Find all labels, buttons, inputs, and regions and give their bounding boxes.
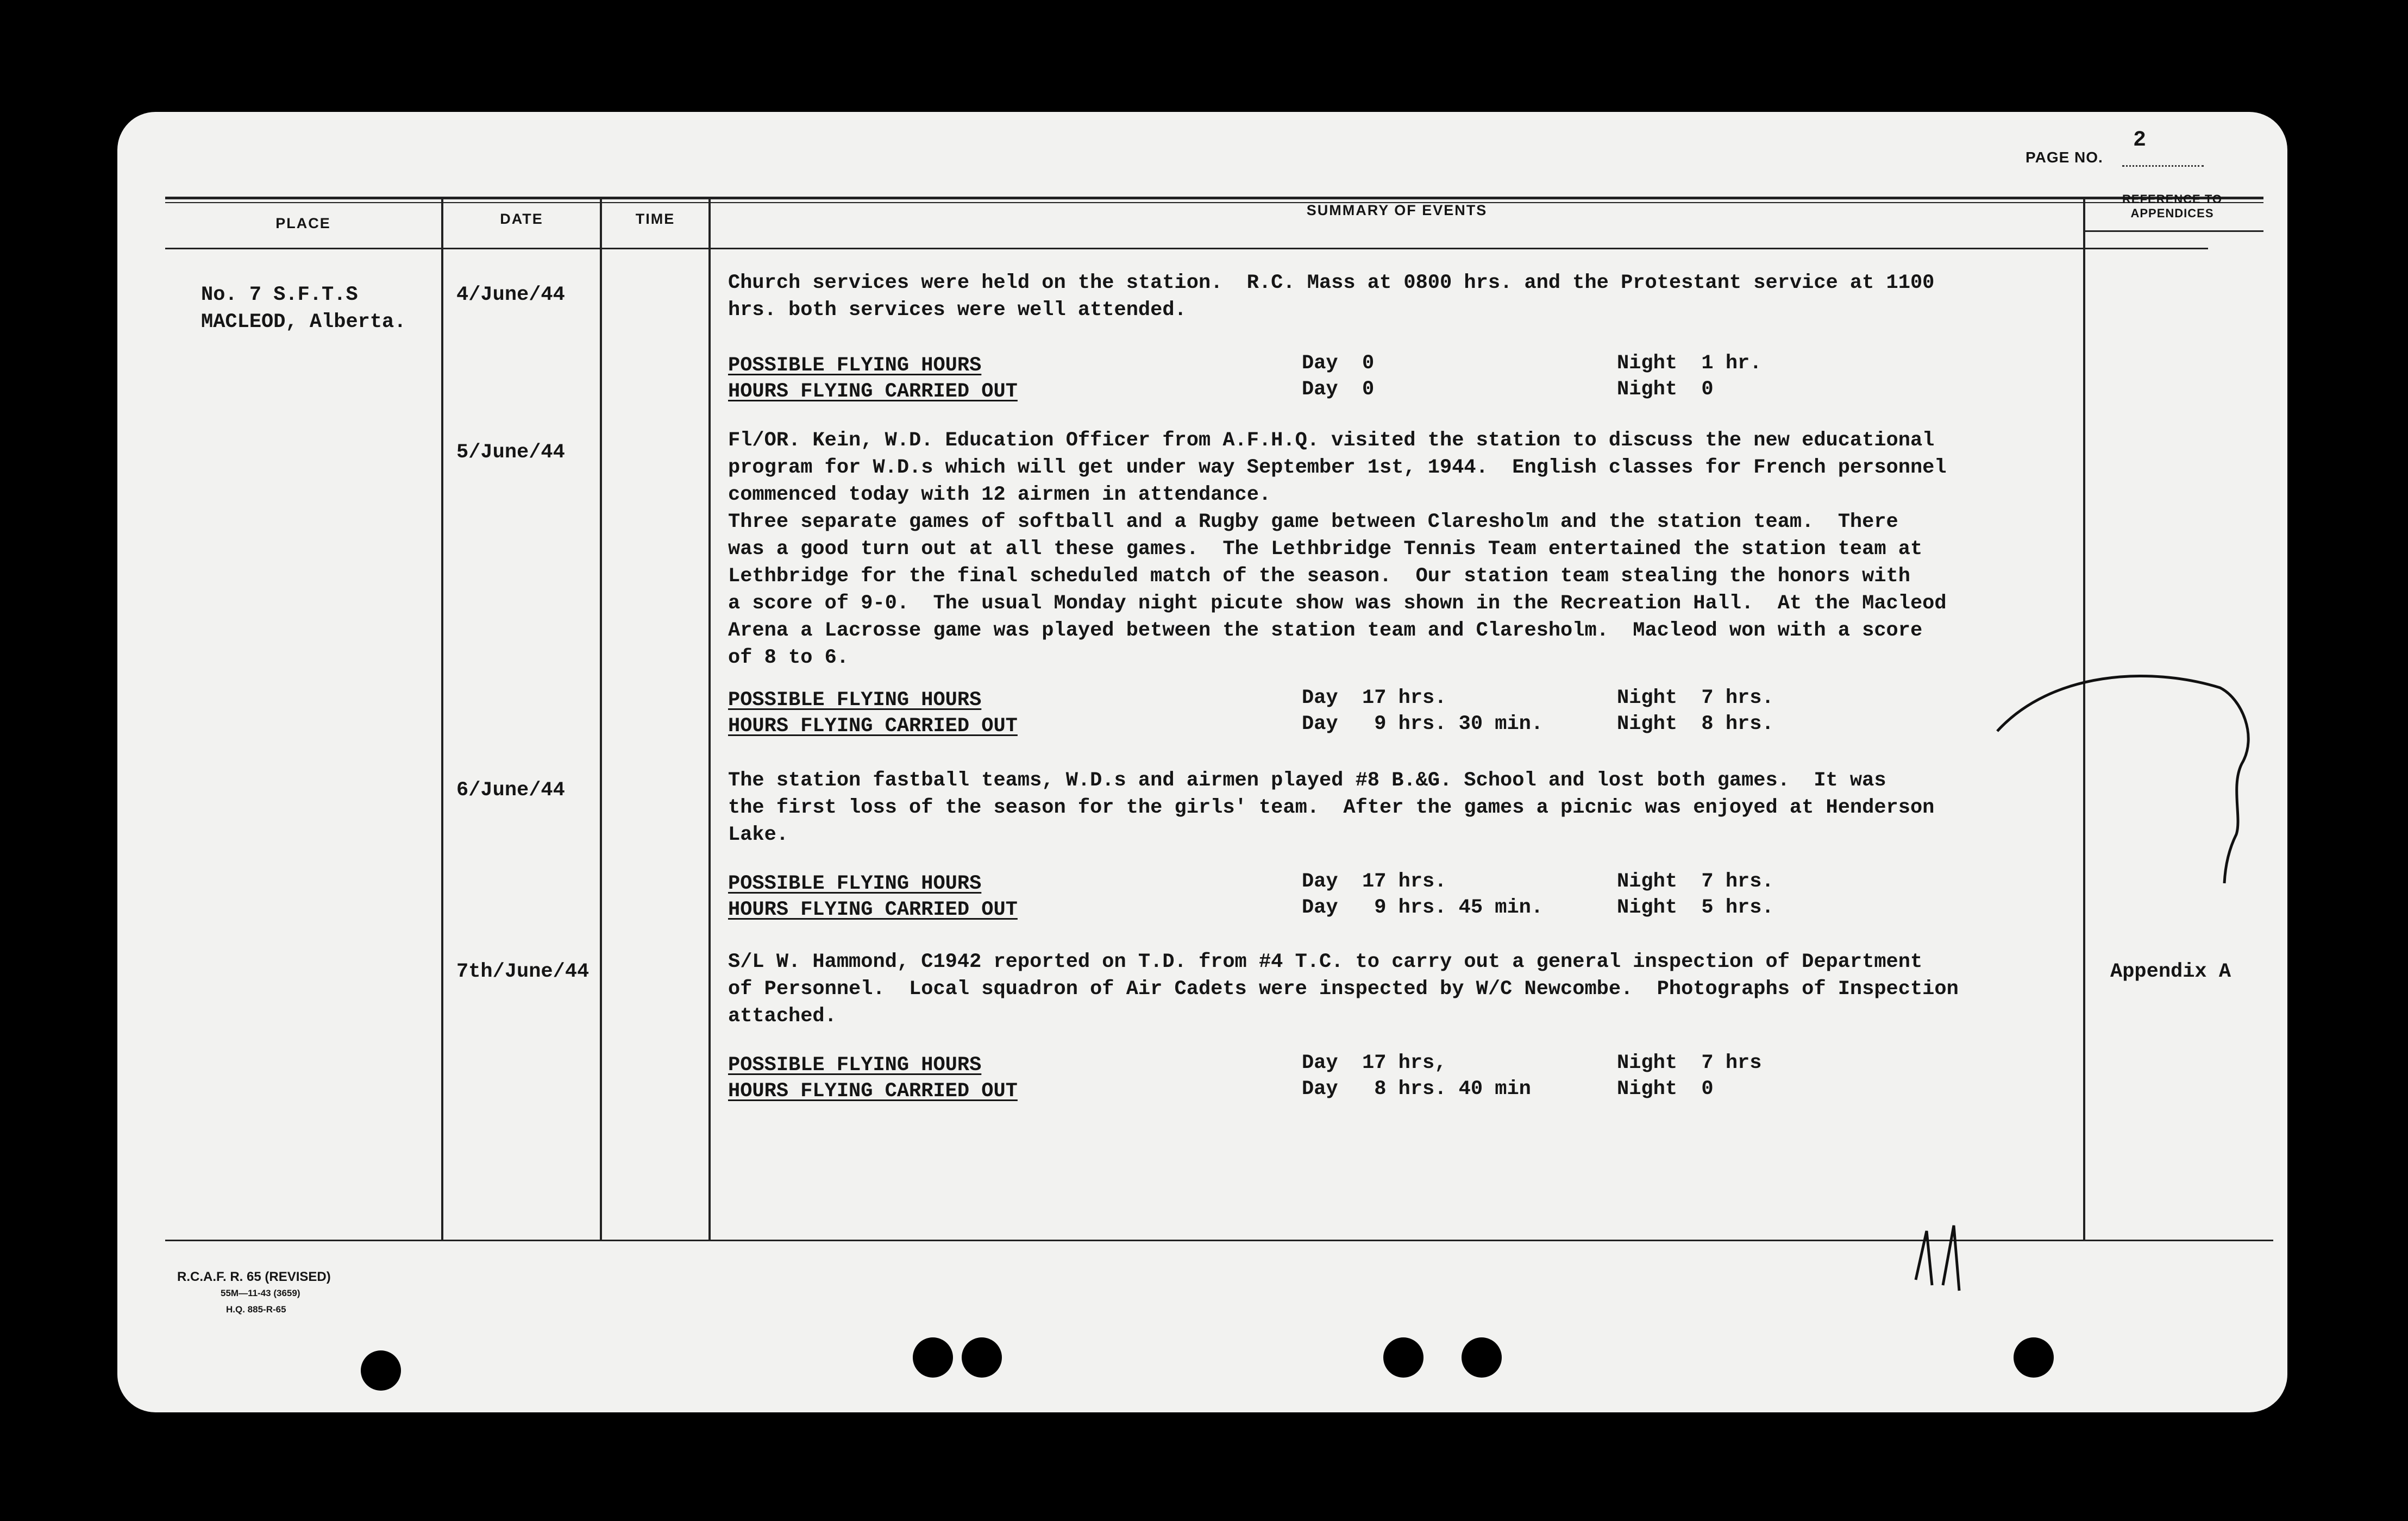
entry-text-line: The station fastball teams, W.D.s and airmen played #8 B.&G. School and lost both games. It was: [728, 769, 1886, 792]
hours-flying-carried-out-label: HOURS FLYING CARRIED OUT: [728, 715, 1018, 738]
entry-text-line: hrs. both services were well attended.: [728, 299, 1187, 322]
handwritten-bracket-mark: [1986, 655, 2291, 959]
entry-text-line: program for W.D.s which will get under way September 1st, 1944. English classes for French personnel: [728, 456, 1947, 479]
hours-flying-carried-out-label: HOURS FLYING CARRIED OUT: [728, 1080, 1018, 1103]
reference-header-line2: APPENDICES: [2130, 206, 2214, 220]
appendix-reference: Appendix A: [2110, 960, 2231, 983]
entry-text-line: a score of 9-0. The usual Monday night picute show was shown in the Recreation Hall. At the Macleod: [728, 592, 1947, 615]
form-identifier: [177, 1269, 331, 1318]
possible-flying-hours-label: POSSIBLE FLYING HOURS: [728, 872, 982, 895]
hours-flying-carried-out-label: HOURS FLYING CARRIED OUT: [728, 380, 1018, 403]
possible-day-value: Day 17 hrs.: [1302, 687, 1447, 709]
binder-hole: [1383, 1337, 1424, 1378]
possible-flying-hours-label: POSSIBLE FLYING HOURS: [728, 1054, 982, 1077]
entry-text-line: the first loss of the season for the girls' team. After the games a picnic was enjoyed at Henderson: [728, 796, 1935, 819]
possible-flying-hours-label: POSSIBLE FLYING HOURS: [728, 689, 982, 712]
entry-text-line: Church services were held on the station. R.C. Mass at 0800 hrs. and the Protestant service at 1100: [728, 272, 1935, 294]
entry-text: [728, 767, 1934, 849]
entry-text-line: Arena a Lacrosse game was played between the station team and Claresholm. Macleod won with a score: [728, 619, 1923, 642]
place-line2: MACLEOD, Alberta.: [201, 311, 406, 334]
possible-day-value: Day 17 hrs.: [1302, 870, 1447, 893]
entry-text-line: Lethbridge for the final scheduled match of the season. Our station team stealing the honors with: [728, 565, 1910, 588]
possible-night-value: Night 7 hrs: [1617, 1052, 1762, 1074]
binder-hole: [913, 1337, 953, 1378]
column-header-reference: [2085, 192, 2259, 221]
entry-text-line: Three separate games of softball and a Rugby game between Claresholm and the station team. There: [728, 511, 1898, 533]
page-number-label: PAGE NO.: [2026, 149, 2103, 166]
entry-text-line: S/L W. Hammond, C1942 reported on T.D. from #4 T.C. to carry out a general inspection of Department: [728, 951, 1923, 973]
carried-night-value: Night 5 hrs.: [1617, 896, 1774, 919]
possible-night-value: Night 7 hrs.: [1617, 870, 1774, 893]
reference-header-line1: REFERENCE TO: [2122, 192, 2222, 206]
entry-text-line: Lake.: [728, 824, 789, 846]
form-identifier-line1: R.C.A.F. R. 65 (REVISED): [177, 1269, 331, 1284]
column-header-summary: SUMMARY OF EVENTS: [1306, 202, 1488, 218]
entry-date: 4/June/44: [456, 284, 565, 306]
reference-header-rule: [2084, 230, 2263, 232]
form-identifier-line3: H.Q. 885-R-65: [226, 1304, 286, 1315]
possible-night-value: Night 7 hrs.: [1617, 687, 1774, 709]
entry-text-line: was a good turn out at all these games. The Lethbridge Tennis Team entertained the station team at: [728, 538, 1923, 561]
handwritten-initials-mark: [1910, 1220, 1970, 1302]
carried-night-value: Night 0: [1617, 378, 1714, 401]
entry-date: 7th/June/44: [456, 960, 590, 983]
binder-hole: [361, 1350, 401, 1391]
carried-day-value: Day 9 hrs. 45 min.: [1302, 896, 1544, 919]
entry-text: [728, 427, 1947, 671]
binder-hole: [2014, 1337, 2054, 1378]
possible-day-value: Day 17 hrs,: [1302, 1052, 1447, 1074]
column-divider-place: [441, 197, 443, 1240]
entry-text: [728, 269, 1934, 324]
binder-hole: [962, 1337, 1002, 1378]
form-sheet: [117, 112, 2287, 1412]
entry-text-line: of Personnel. Local squadron of Air Cadets were inspected by W/C Newcombe. Photographs of Inspection: [728, 978, 1959, 1001]
carried-day-value: Day 0: [1302, 378, 1375, 401]
column-divider-time: [708, 197, 711, 1240]
column-header-place: PLACE: [275, 215, 331, 231]
entry-text-line: of 8 to 6.: [728, 646, 849, 669]
entry-text-line: attached.: [728, 1005, 837, 1028]
column-header-time: TIME: [635, 211, 675, 227]
entry-date: 6/June/44: [456, 779, 565, 802]
header-bottom-rule: [165, 248, 2208, 249]
binder-hole: [1462, 1337, 1502, 1378]
carried-night-value: Night 0: [1617, 1078, 1714, 1101]
possible-day-value: Day 0: [1302, 352, 1375, 375]
hours-flying-carried-out-label: HOURS FLYING CARRIED OUT: [728, 898, 1018, 921]
page-number-value: 2: [2133, 128, 2147, 153]
carried-day-value: Day 9 hrs. 30 min.: [1302, 713, 1544, 736]
place-line1: No. 7 S.F.T.S: [201, 284, 358, 306]
header-top-rule: [165, 197, 2263, 199]
entry-text: [728, 948, 1959, 1030]
column-header-date: DATE: [500, 211, 543, 227]
carried-night-value: Night 8 hrs.: [1617, 713, 1774, 736]
column-divider-date: [600, 197, 602, 1240]
form-identifier-line2: 55M—11-43 (3659): [221, 1288, 300, 1298]
entry-text-line: Fl/OR. Kein, W.D. Education Officer from A.F.H.Q. visited the station to discuss the new educational: [728, 429, 1935, 452]
possible-night-value: Night 1 hr.: [1617, 352, 1762, 375]
entry-text-line: commenced today with 12 airmen in attendance.: [728, 483, 1271, 506]
entry-date: 5/June/44: [456, 441, 565, 464]
possible-flying-hours-label: POSSIBLE FLYING HOURS: [728, 354, 982, 377]
carried-day-value: Day 8 hrs. 40 min: [1302, 1078, 1531, 1101]
